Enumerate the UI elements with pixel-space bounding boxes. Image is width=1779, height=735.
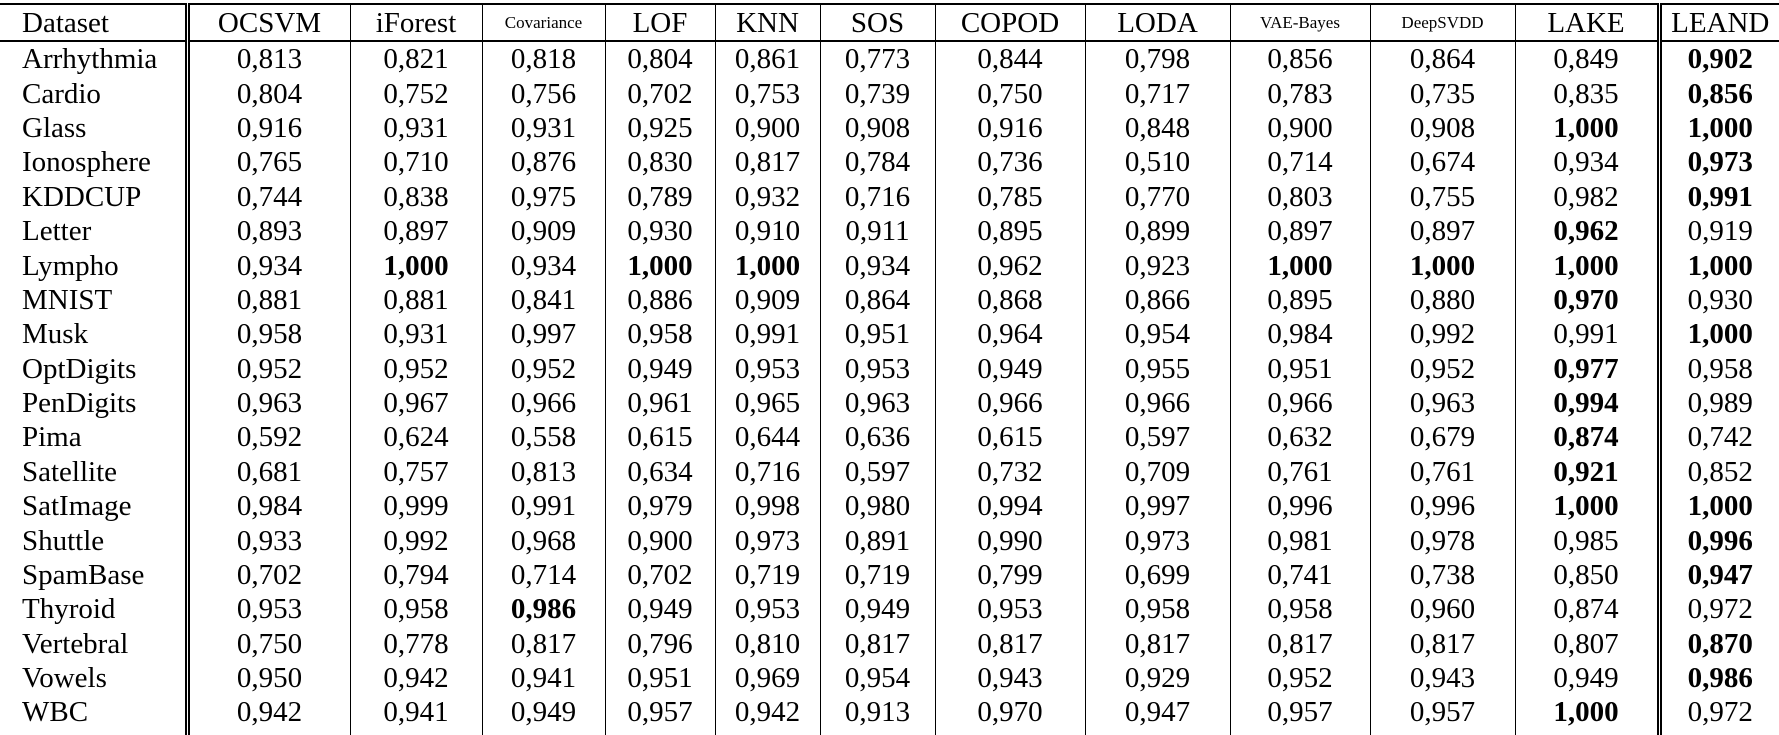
score-cell: 0,955 — [1085, 352, 1230, 386]
score-cell: 0,861 — [715, 41, 820, 76]
score-cell: 0,978 — [1370, 523, 1515, 557]
score-cell: 0,923 — [1085, 248, 1230, 282]
dataset-name: WBC — [22, 696, 89, 729]
score-cell: 0,957 — [1230, 695, 1370, 735]
score-cell: 0,933 — [187, 523, 350, 557]
score-cell: 0,958 — [187, 317, 350, 351]
score-cell: 0,969 — [715, 661, 820, 695]
dataset-name: Vertebral — [22, 627, 129, 660]
score-cell: 0,962 — [935, 248, 1085, 282]
score-cell: 0,965 — [715, 386, 820, 420]
score-cell: 0,954 — [820, 661, 935, 695]
score-cell: 0,998 — [715, 489, 820, 523]
score-cell: 0,941 — [482, 661, 605, 695]
dataset-name: Musk — [22, 318, 89, 351]
score-cell: 0,908 — [820, 111, 935, 145]
score-cell: 1,000 — [1659, 111, 1779, 145]
score-cell: 0,864 — [820, 283, 935, 317]
table-row — [0, 76, 1779, 110]
score-cell: 0,632 — [1230, 420, 1370, 454]
score-cell: 0,951 — [1230, 352, 1370, 386]
table-row — [0, 41, 1779, 76]
score-cell: 0,953 — [715, 352, 820, 386]
score-cell: 0,949 — [605, 592, 715, 626]
score-cell: 0,798 — [1085, 41, 1230, 76]
score-cell: 0,966 — [1230, 386, 1370, 420]
score-cell: 0,957 — [1370, 695, 1515, 735]
table-row — [0, 558, 1779, 592]
score-cell: 0,874 — [1515, 420, 1659, 454]
header-sos: SOS — [820, 4, 935, 41]
score-cell: 1,000 — [1370, 248, 1515, 282]
score-cell: 0,719 — [715, 558, 820, 592]
score-cell: 0,952 — [187, 352, 350, 386]
score-cell: 0,934 — [1515, 145, 1659, 179]
table-row — [0, 214, 1779, 248]
score-cell: 0,919 — [1659, 214, 1779, 248]
score-cell: 1,000 — [1515, 248, 1659, 282]
dataset-name: Ionosphere — [22, 146, 151, 179]
score-cell: 0,794 — [350, 558, 482, 592]
score-cell: 0,644 — [715, 420, 820, 454]
score-cell: 0,996 — [1659, 523, 1779, 557]
table-row — [0, 455, 1779, 489]
score-cell: 0,510 — [1085, 145, 1230, 179]
score-cell: 0,982 — [1515, 180, 1659, 214]
score-cell: 0,950 — [187, 661, 350, 695]
score-cell: 0,952 — [1370, 352, 1515, 386]
score-cell: 0,991 — [1659, 180, 1779, 214]
score-cell: 0,999 — [350, 489, 482, 523]
header-knn: KNN — [715, 4, 820, 41]
table-row — [0, 145, 1779, 179]
score-cell: 0,949 — [820, 592, 935, 626]
score-cell: 0,895 — [935, 214, 1085, 248]
score-cell: 0,943 — [935, 661, 1085, 695]
score-cell: 0,943 — [1370, 661, 1515, 695]
table-row — [0, 695, 1779, 735]
score-cell: 1,000 — [1515, 111, 1659, 145]
score-cell: 0,615 — [935, 420, 1085, 454]
score-cell: 0,984 — [1230, 317, 1370, 351]
score-cell: 0,972 — [1659, 592, 1779, 626]
score-cell: 0,634 — [605, 455, 715, 489]
score-cell: 0,958 — [1659, 352, 1779, 386]
header-loda: LODA — [1085, 4, 1230, 41]
score-cell: 0,841 — [482, 283, 605, 317]
table-row — [0, 283, 1779, 317]
table-row — [0, 111, 1779, 145]
score-cell: 0,972 — [1659, 695, 1779, 735]
score-cell: 0,813 — [187, 41, 350, 76]
score-cell: 1,000 — [1659, 248, 1779, 282]
score-cell: 1,000 — [605, 248, 715, 282]
score-cell: 0,624 — [350, 420, 482, 454]
score-cell: 0,810 — [715, 627, 820, 661]
score-cell: 0,736 — [935, 145, 1085, 179]
score-cell: 0,784 — [820, 145, 935, 179]
score-cell: 0,963 — [820, 386, 935, 420]
score-cell: 0,880 — [1370, 283, 1515, 317]
score-cell: 0,615 — [605, 420, 715, 454]
score-cell: 0,558 — [482, 420, 605, 454]
score-cell: 0,636 — [820, 420, 935, 454]
score-cell: 0,719 — [820, 558, 935, 592]
score-cell: 0,838 — [350, 180, 482, 214]
score-cell: 0,796 — [605, 627, 715, 661]
score-cell: 0,813 — [482, 455, 605, 489]
score-cell: 0,997 — [482, 317, 605, 351]
header-lake: LAKE — [1515, 4, 1659, 41]
score-cell: 0,966 — [1085, 386, 1230, 420]
score-cell: 0,592 — [187, 420, 350, 454]
score-cell: 0,942 — [350, 661, 482, 695]
score-cell: 0,844 — [935, 41, 1085, 76]
score-cell: 0,710 — [350, 145, 482, 179]
table-row — [0, 489, 1779, 523]
score-cell: 0,881 — [350, 283, 482, 317]
score-cell: 0,902 — [1659, 41, 1779, 76]
dataset-name: MNIST — [22, 283, 113, 316]
score-cell: 0,773 — [820, 41, 935, 76]
score-cell: 0,753 — [715, 76, 820, 110]
dataset-name: Vowels — [22, 662, 107, 695]
score-cell: 0,789 — [605, 180, 715, 214]
score-cell: 0,744 — [187, 180, 350, 214]
score-cell: 0,930 — [605, 214, 715, 248]
score-cell: 0,830 — [605, 145, 715, 179]
score-cell: 0,681 — [187, 455, 350, 489]
score-cell: 0,735 — [1370, 76, 1515, 110]
score-cell: 1,000 — [1230, 248, 1370, 282]
score-cell: 0,947 — [1085, 695, 1230, 735]
dataset-name: Lympho — [22, 249, 119, 282]
score-cell: 0,765 — [187, 145, 350, 179]
score-cell: 0,994 — [1515, 386, 1659, 420]
dataset-name: Shuttle — [22, 524, 105, 557]
score-cell: 0,941 — [350, 695, 482, 735]
score-cell: 0,952 — [350, 352, 482, 386]
score-cell: 0,752 — [350, 76, 482, 110]
header-leand: LEAND — [1659, 4, 1779, 41]
score-cell: 0,761 — [1230, 455, 1370, 489]
header-covariance: Covariance — [482, 4, 605, 41]
score-cell: 0,942 — [187, 695, 350, 735]
score-cell: 0,953 — [715, 592, 820, 626]
score-cell: 1,000 — [715, 248, 820, 282]
table-row — [0, 627, 1779, 661]
score-cell: 0,817 — [1230, 627, 1370, 661]
score-cell: 0,996 — [1230, 489, 1370, 523]
score-cell: 0,821 — [350, 41, 482, 76]
score-cell: 0,702 — [187, 558, 350, 592]
score-cell: 0,966 — [935, 386, 1085, 420]
score-cell: 0,770 — [1085, 180, 1230, 214]
table-row — [0, 420, 1779, 454]
score-cell: 0,757 — [350, 455, 482, 489]
score-cell: 0,716 — [820, 180, 935, 214]
score-cell: 0,856 — [1230, 41, 1370, 76]
score-cell: 0,958 — [1085, 592, 1230, 626]
score-cell: 0,817 — [715, 145, 820, 179]
score-cell: 0,916 — [935, 111, 1085, 145]
dataset-name: SatImage — [22, 490, 132, 523]
score-cell: 0,817 — [935, 627, 1085, 661]
header-deepsvdd: DeepSVDD — [1370, 4, 1515, 41]
score-cell: 0,674 — [1370, 145, 1515, 179]
score-cell: 0,952 — [482, 352, 605, 386]
score-cell: 0,953 — [935, 592, 1085, 626]
score-cell: 0,755 — [1370, 180, 1515, 214]
score-cell: 0,960 — [1370, 592, 1515, 626]
score-cell: 0,929 — [1085, 661, 1230, 695]
score-cell: 0,900 — [1230, 111, 1370, 145]
score-cell: 0,597 — [820, 455, 935, 489]
header-row — [0, 4, 1779, 41]
header-dataset: Dataset — [22, 6, 109, 39]
score-cell: 0,963 — [187, 386, 350, 420]
score-cell: 0,804 — [605, 41, 715, 76]
score-cell: 0,864 — [1370, 41, 1515, 76]
score-cell: 0,949 — [1515, 661, 1659, 695]
table-row — [0, 661, 1779, 695]
header-copod: COPOD — [935, 4, 1085, 41]
score-cell: 0,996 — [1370, 489, 1515, 523]
score-cell: 0,952 — [1230, 661, 1370, 695]
score-cell: 0,807 — [1515, 627, 1659, 661]
score-cell: 1,000 — [1515, 695, 1659, 735]
score-cell: 0,954 — [1085, 317, 1230, 351]
score-cell: 0,932 — [715, 180, 820, 214]
score-cell: 0,852 — [1659, 455, 1779, 489]
table-row — [0, 180, 1779, 214]
score-cell: 0,985 — [1515, 523, 1659, 557]
score-cell: 0,934 — [820, 248, 935, 282]
score-cell: 0,967 — [350, 386, 482, 420]
score-cell: 0,986 — [482, 592, 605, 626]
score-cell: 0,835 — [1515, 76, 1659, 110]
dataset-name: Satellite — [22, 455, 118, 488]
score-cell: 0,973 — [1659, 145, 1779, 179]
score-cell: 0,953 — [187, 592, 350, 626]
score-cell: 0,597 — [1085, 420, 1230, 454]
score-cell: 0,931 — [350, 317, 482, 351]
score-cell: 0,934 — [482, 248, 605, 282]
score-cell: 0,750 — [935, 76, 1085, 110]
score-cell: 0,897 — [350, 214, 482, 248]
score-cell: 0,874 — [1515, 592, 1659, 626]
score-cell: 0,742 — [1659, 420, 1779, 454]
score-cell: 0,980 — [820, 489, 935, 523]
score-cell: 0,963 — [1370, 386, 1515, 420]
dataset-name: Glass — [22, 111, 87, 144]
score-cell: 0,699 — [1085, 558, 1230, 592]
score-cell: 0,714 — [482, 558, 605, 592]
score-cell: 0,992 — [350, 523, 482, 557]
dataset-name: Arrhythmia — [22, 43, 158, 76]
score-cell: 0,804 — [187, 76, 350, 110]
dataset-name: Letter — [22, 215, 92, 248]
results-table — [0, 3, 1779, 735]
score-cell: 0,970 — [1515, 283, 1659, 317]
score-cell: 0,931 — [482, 111, 605, 145]
score-cell: 0,951 — [820, 317, 935, 351]
score-cell: 0,962 — [1515, 214, 1659, 248]
score-cell: 0,921 — [1515, 455, 1659, 489]
score-cell: 0,783 — [1230, 76, 1370, 110]
score-cell: 0,897 — [1230, 214, 1370, 248]
header-ocsvm: OCSVM — [187, 4, 350, 41]
score-cell: 0,991 — [482, 489, 605, 523]
score-cell: 1,000 — [1659, 317, 1779, 351]
score-cell: 0,799 — [935, 558, 1085, 592]
score-cell: 0,870 — [1659, 627, 1779, 661]
score-cell: 0,934 — [187, 248, 350, 282]
score-cell: 0,984 — [187, 489, 350, 523]
score-cell: 0,997 — [1085, 489, 1230, 523]
score-cell: 1,000 — [1659, 489, 1779, 523]
table-row — [0, 592, 1779, 626]
score-cell: 0,966 — [482, 386, 605, 420]
score-cell: 0,958 — [350, 592, 482, 626]
score-cell: 0,739 — [820, 76, 935, 110]
score-cell: 0,958 — [605, 317, 715, 351]
score-cell: 0,817 — [1085, 627, 1230, 661]
score-cell: 0,911 — [820, 214, 935, 248]
score-cell: 0,899 — [1085, 214, 1230, 248]
score-cell: 0,741 — [1230, 558, 1370, 592]
score-cell: 0,949 — [605, 352, 715, 386]
score-cell: 0,717 — [1085, 76, 1230, 110]
score-cell: 0,913 — [820, 695, 935, 735]
dataset-name: Cardio — [22, 77, 101, 110]
score-cell: 0,990 — [935, 523, 1085, 557]
score-cell: 1,000 — [1515, 489, 1659, 523]
score-cell: 0,900 — [715, 111, 820, 145]
score-cell: 0,856 — [1659, 76, 1779, 110]
score-cell: 0,891 — [820, 523, 935, 557]
score-cell: 0,778 — [350, 627, 482, 661]
score-cell: 0,714 — [1230, 145, 1370, 179]
score-cell: 0,947 — [1659, 558, 1779, 592]
score-cell: 0,979 — [605, 489, 715, 523]
score-cell: 0,702 — [605, 76, 715, 110]
table-body — [0, 41, 1779, 735]
score-cell: 0,817 — [1370, 627, 1515, 661]
score-cell: 0,991 — [715, 317, 820, 351]
table-row — [0, 523, 1779, 557]
score-cell: 0,961 — [605, 386, 715, 420]
score-cell: 0,977 — [1515, 352, 1659, 386]
score-cell: 0,931 — [350, 111, 482, 145]
score-cell: 0,761 — [1370, 455, 1515, 489]
score-cell: 0,785 — [935, 180, 1085, 214]
header-lof: LOF — [605, 4, 715, 41]
table-row — [0, 352, 1779, 386]
score-cell: 0,916 — [187, 111, 350, 145]
score-cell: 0,909 — [715, 283, 820, 317]
score-cell: 0,968 — [482, 523, 605, 557]
score-cell: 0,930 — [1659, 283, 1779, 317]
header-iforest: iForest — [350, 4, 482, 41]
score-cell: 0,818 — [482, 41, 605, 76]
dataset-name: PenDigits — [22, 387, 137, 420]
score-cell: 0,817 — [820, 627, 935, 661]
score-cell: 0,964 — [935, 317, 1085, 351]
score-cell: 0,951 — [605, 661, 715, 695]
table-row — [0, 248, 1779, 282]
score-cell: 0,991 — [1515, 317, 1659, 351]
score-cell: 0,716 — [715, 455, 820, 489]
score-cell: 0,895 — [1230, 283, 1370, 317]
score-cell: 0,975 — [482, 180, 605, 214]
score-cell: 0,942 — [715, 695, 820, 735]
score-cell: 0,957 — [605, 695, 715, 735]
score-cell: 0,850 — [1515, 558, 1659, 592]
score-cell: 0,866 — [1085, 283, 1230, 317]
score-cell: 0,738 — [1370, 558, 1515, 592]
score-cell: 0,732 — [935, 455, 1085, 489]
score-cell: 0,848 — [1085, 111, 1230, 145]
dataset-name: OptDigits — [22, 352, 137, 385]
score-cell: 0,953 — [820, 352, 935, 386]
table-row — [0, 386, 1779, 420]
score-cell: 0,897 — [1370, 214, 1515, 248]
score-cell: 0,803 — [1230, 180, 1370, 214]
score-cell: 0,992 — [1370, 317, 1515, 351]
score-cell: 0,817 — [482, 627, 605, 661]
score-cell: 0,868 — [935, 283, 1085, 317]
score-cell: 0,750 — [187, 627, 350, 661]
score-cell: 0,986 — [1659, 661, 1779, 695]
score-cell: 0,973 — [1085, 523, 1230, 557]
score-cell: 0,909 — [482, 214, 605, 248]
score-cell: 0,756 — [482, 76, 605, 110]
score-cell: 0,709 — [1085, 455, 1230, 489]
score-cell: 0,876 — [482, 145, 605, 179]
dataset-name: SpamBase — [22, 559, 145, 592]
score-cell: 0,910 — [715, 214, 820, 248]
score-cell: 0,702 — [605, 558, 715, 592]
score-cell: 0,949 — [935, 352, 1085, 386]
score-cell: 0,973 — [715, 523, 820, 557]
score-cell: 0,981 — [1230, 523, 1370, 557]
score-cell: 0,881 — [187, 283, 350, 317]
score-cell: 0,958 — [1230, 592, 1370, 626]
score-cell: 0,989 — [1659, 386, 1779, 420]
score-cell: 0,679 — [1370, 420, 1515, 454]
score-cell: 0,970 — [935, 695, 1085, 735]
score-cell: 0,925 — [605, 111, 715, 145]
dataset-name: KDDCUP — [22, 180, 142, 213]
score-cell: 0,908 — [1370, 111, 1515, 145]
score-cell: 0,994 — [935, 489, 1085, 523]
dataset-name: Thyroid — [22, 593, 116, 626]
dataset-name: Pima — [22, 421, 82, 454]
score-cell: 0,893 — [187, 214, 350, 248]
score-cell: 0,949 — [482, 695, 605, 735]
score-cell: 1,000 — [350, 248, 482, 282]
header-vae-bayes: VAE-Bayes — [1230, 4, 1370, 41]
table-row — [0, 317, 1779, 351]
score-cell: 0,849 — [1515, 41, 1659, 76]
score-cell: 0,886 — [605, 283, 715, 317]
score-cell: 0,900 — [605, 523, 715, 557]
